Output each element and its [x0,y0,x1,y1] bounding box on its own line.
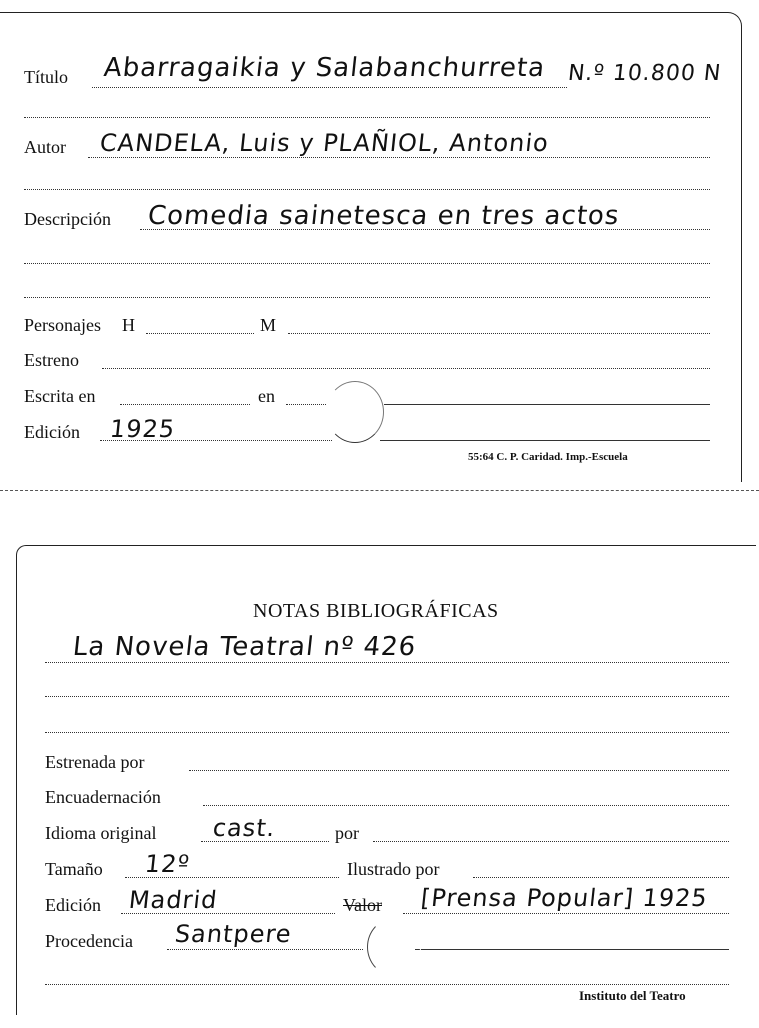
encuadernacion-line [203,805,729,806]
titulo-line [92,87,567,88]
procedencia-line-3 [45,984,729,985]
notas-line-2 [45,696,729,697]
descripcion-value: Comedia sainetesca en tres actos [146,201,622,231]
notas-line-1 [45,662,729,663]
autor-line [88,157,710,158]
notas-line-3 [45,732,729,733]
procedencia-line [167,949,363,950]
edicion2-label: Edición [45,895,101,915]
idioma-value: cast. [211,814,277,842]
edicion2-place: Madrid [127,886,219,914]
idioma-por-label: por [335,823,359,843]
procedencia-line-2 [415,949,729,950]
procedencia-label: Procedencia [45,931,133,951]
personajes-h-label: H [122,315,135,335]
personajes-m-label: M [260,315,277,335]
autor-label: Autor [24,137,66,157]
titulo-label: Título [24,67,68,87]
valor-label: Valor [343,895,382,915]
tamano-value: 12º [143,850,192,878]
catalog-card-front [0,12,742,482]
ilustrado-line [473,877,729,878]
titulo-line-2 [24,117,710,118]
estreno-label: Estreno [24,350,79,370]
idioma-por-line [373,841,729,842]
punch-hole [326,381,384,443]
printer-imprint: 55:64 C. P. Caridad. Imp.-Escuela [468,451,628,463]
escrita-en-label: en [258,386,275,406]
descripcion-line-3 [24,297,710,298]
notas-value: La Novela Teatral nº 426 [71,632,418,662]
personajes-label: Personajes [24,315,101,335]
edicion-line-2 [380,440,710,441]
autor-value: CANDELA, Luis y PLAÑIOL, Antonio [98,129,551,157]
procedencia-value: Santpere [173,920,294,948]
titulo-number: N.º 10.800 N [566,61,723,86]
tamano-label: Tamaño [45,859,103,879]
card-separator [0,490,759,491]
titulo-value: Abarragaikia y Salabanchurreta [102,53,547,83]
ilustrado-label: Ilustrado por [347,859,440,879]
escrita-label: Escrita en [24,386,96,406]
valor-line [403,913,729,914]
edicion-value: 1925 [108,415,177,443]
edicion2-publisher: [Prensa Popular] 1925 [419,884,710,912]
personajes-h-line [146,333,254,334]
punch-hole-2 [367,918,421,976]
escrita-en-line-2 [384,404,710,405]
encuadernacion-label: Encuadernación [45,787,161,807]
descripcion-label: Descripción [24,209,111,229]
personajes-m-line [288,333,710,334]
catalog-card-back [16,545,756,1015]
estrenada-label: Estrenada por [45,752,145,772]
escrita-line [120,404,250,405]
notas-heading: NOTAS BIBLIOGRÁFICAS [253,600,499,622]
estreno-line [102,368,710,369]
idioma-label: Idioma original [45,823,157,843]
escrita-en-line [286,404,326,405]
estrenada-line [189,770,729,771]
autor-line-2 [24,189,710,190]
descripcion-line-2 [24,263,710,264]
institute-footer: Instituto del Teatro [579,988,686,1003]
edicion-label: Edición [24,422,80,442]
